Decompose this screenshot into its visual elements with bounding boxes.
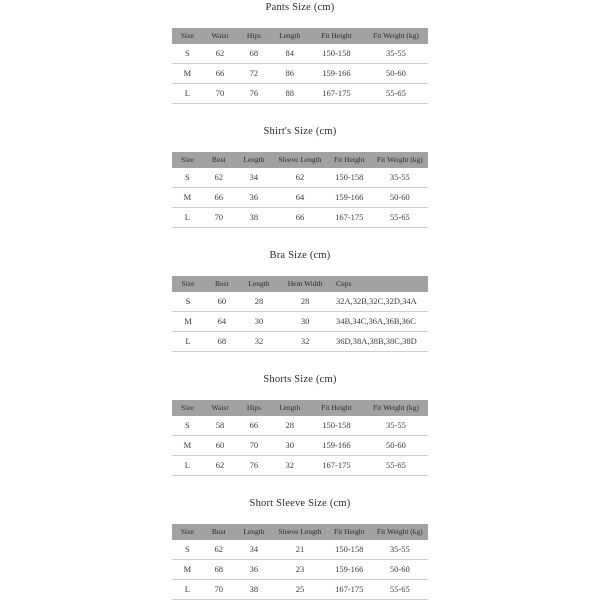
table-cell: 35-55 [372, 168, 428, 188]
table-row-l [172, 580, 428, 600]
column-header-sleeve-length: Sleeve Length [273, 152, 327, 168]
table-cell: 159-166 [309, 64, 364, 84]
column-header-size: Size [172, 524, 203, 540]
table-cell: M [172, 188, 203, 208]
table-cell: 167-175 [327, 580, 372, 600]
table-cell: 36 [235, 560, 273, 580]
shirts-size-table [172, 152, 428, 228]
table-cell: M [172, 312, 204, 332]
table-cell: 32 [240, 332, 278, 352]
column-header-size: Size [172, 152, 203, 168]
table-cell: S [172, 44, 203, 64]
table-cell: 68 [203, 560, 235, 580]
column-header-size: Size [172, 276, 204, 292]
column-header-hips: Hips [237, 28, 270, 44]
table-cell: S [172, 540, 203, 560]
table-cell: S [172, 292, 204, 312]
column-header-fit-height: Fit Height [309, 400, 364, 416]
short-sleeve-size-title: Short Sleeve Size (cm) [249, 498, 351, 509]
table-row-s [172, 292, 428, 312]
table-cell: 28 [240, 292, 278, 312]
table-cell: 50-60 [364, 436, 428, 456]
table-row-s [172, 416, 428, 436]
column-header-hem-width: Hem Width [278, 276, 332, 292]
table-row-l [172, 456, 428, 476]
column-header-length: Length [235, 152, 273, 168]
section-shorts-size [172, 374, 428, 476]
table-row-s [172, 44, 428, 64]
table-header-row [172, 400, 428, 416]
table-cell: 66 [237, 416, 270, 436]
bra-size-title: Bra Size (cm) [269, 250, 331, 261]
table-cell: 35-55 [372, 540, 428, 560]
table-cell: M [172, 64, 203, 84]
table-row-l [172, 208, 428, 228]
column-header-length: Length [271, 400, 309, 416]
column-header-waist: Waist [203, 400, 238, 416]
table-cell: L [172, 84, 203, 104]
table-row-s [172, 168, 428, 188]
table-cell: 66 [203, 188, 235, 208]
table-cell: 28 [271, 416, 309, 436]
table-cell: 62 [203, 540, 235, 560]
shorts-size-table [172, 400, 428, 476]
table-row-s [172, 540, 428, 560]
table-row-m [172, 436, 428, 456]
table-cell: 38 [235, 208, 273, 228]
table-cell: 55-65 [364, 84, 428, 104]
table-cell: 32 [278, 332, 332, 352]
table-cell: 55-65 [372, 208, 428, 228]
table-cell: 76 [237, 456, 270, 476]
column-header-cups: Cups [332, 276, 428, 292]
table-cell: 50-60 [364, 64, 428, 84]
table-cell: 70 [203, 84, 238, 104]
table-cell: 60 [203, 436, 238, 456]
table-cell: 55-65 [364, 456, 428, 476]
table-cell: 35-55 [364, 416, 428, 436]
bra-size-table [172, 276, 428, 352]
table-cell: 62 [203, 44, 238, 64]
table-cell: 86 [271, 64, 309, 84]
column-header-bust: Bust [203, 152, 235, 168]
size-chart-page [172, 0, 428, 600]
table-cell: 150-158 [327, 540, 372, 560]
table-header-row [172, 524, 428, 540]
column-header-fit-height: Fit Height [309, 28, 364, 44]
table-cell: 64 [204, 312, 240, 332]
table-cell: 30 [278, 312, 332, 332]
table-header-row [172, 152, 428, 168]
column-header-bust: Bust [203, 524, 235, 540]
table-row-l [172, 84, 428, 104]
column-header-length: Length [271, 28, 309, 44]
column-header-size: Size [172, 28, 203, 44]
table-cell: 150-158 [327, 168, 372, 188]
shorts-size-title: Shorts Size (cm) [263, 374, 337, 385]
table-cell: L [172, 580, 203, 600]
table-cell: 159-166 [327, 188, 372, 208]
column-header-length: Length [240, 276, 278, 292]
pants-size-table [172, 28, 428, 104]
table-cell-cups: 34B,34C,36A,36B,36C [332, 312, 428, 332]
table-cell: 58 [203, 416, 238, 436]
table-header-row [172, 276, 428, 292]
shirts-size-title: Shirt's Size (cm) [263, 126, 337, 137]
table-cell: 62 [203, 456, 238, 476]
table-cell: L [172, 208, 203, 228]
table-cell: 28 [278, 292, 332, 312]
section-pants-size [172, 2, 428, 104]
section-bra-size [172, 250, 428, 352]
table-cell: L [172, 332, 204, 352]
section-shirts-size [172, 126, 428, 228]
table-cell: 60 [204, 292, 240, 312]
table-row-m [172, 560, 428, 580]
short-sleeve-size-table [172, 524, 428, 600]
column-header-hips: Hips [237, 400, 270, 416]
column-header-bust: Bust [204, 276, 240, 292]
table-cell: M [172, 560, 203, 580]
table-cell: 21 [273, 540, 327, 560]
table-cell: 62 [203, 168, 235, 188]
table-cell: 84 [271, 44, 309, 64]
column-header-fit-height: Fit Height [327, 152, 372, 168]
column-header-fit-weight: Fit Weight (kg) [372, 152, 428, 168]
table-row-m [172, 312, 428, 332]
table-cell: 32 [271, 456, 309, 476]
table-cell: 167-175 [327, 208, 372, 228]
table-cell: 55-65 [372, 580, 428, 600]
table-cell: 76 [237, 84, 270, 104]
table-cell: 150-158 [309, 416, 364, 436]
table-cell: 159-166 [309, 436, 364, 456]
table-cell: 70 [237, 436, 270, 456]
table-cell: 66 [203, 64, 238, 84]
table-cell-cups: 32A,32B,32C,32D,34A [332, 292, 428, 312]
table-cell: 38 [235, 580, 273, 600]
table-cell: M [172, 436, 203, 456]
table-cell-cups: 36D,38A,38B,38C,38D [332, 332, 428, 352]
column-header-fit-weight: Fit Weight (kg) [364, 400, 428, 416]
column-header-fit-height: Fit Height [327, 524, 372, 540]
table-cell: 88 [271, 84, 309, 104]
table-cell: S [172, 416, 203, 436]
table-cell: 150-158 [309, 44, 364, 64]
table-header-row [172, 28, 428, 44]
column-header-fit-weight: Fit Weight (kg) [372, 524, 428, 540]
table-cell: 167-175 [309, 84, 364, 104]
section-short-sleeve-size [172, 498, 428, 600]
pants-size-title: Pants Size (cm) [265, 2, 335, 13]
table-cell: 50-60 [372, 560, 428, 580]
table-cell: 68 [204, 332, 240, 352]
table-row-m [172, 64, 428, 84]
table-cell: 35-55 [364, 44, 428, 64]
column-header-fit-weight: Fit Weight (kg) [364, 28, 428, 44]
table-row-l [172, 332, 428, 352]
table-cell: 64 [273, 188, 327, 208]
table-cell: S [172, 168, 203, 188]
table-cell: 70 [203, 208, 235, 228]
table-cell: L [172, 456, 203, 476]
table-cell: 30 [271, 436, 309, 456]
table-cell: 23 [273, 560, 327, 580]
table-cell: 34 [235, 168, 273, 188]
column-header-size: Size [172, 400, 203, 416]
table-cell: 70 [203, 580, 235, 600]
table-cell: 25 [273, 580, 327, 600]
table-cell: 62 [273, 168, 327, 188]
table-cell: 66 [273, 208, 327, 228]
table-cell: 30 [240, 312, 278, 332]
table-cell: 50-60 [372, 188, 428, 208]
table-cell: 159-166 [327, 560, 372, 580]
table-cell: 34 [235, 540, 273, 560]
table-cell: 167-175 [309, 456, 364, 476]
table-cell: 36 [235, 188, 273, 208]
table-cell: 68 [237, 44, 270, 64]
table-cell: 72 [237, 64, 270, 84]
column-header-length: Length [235, 524, 273, 540]
column-header-waist: Waist [203, 28, 238, 44]
column-header-sleeve-length: Sleeve Length [273, 524, 327, 540]
table-row-m [172, 188, 428, 208]
